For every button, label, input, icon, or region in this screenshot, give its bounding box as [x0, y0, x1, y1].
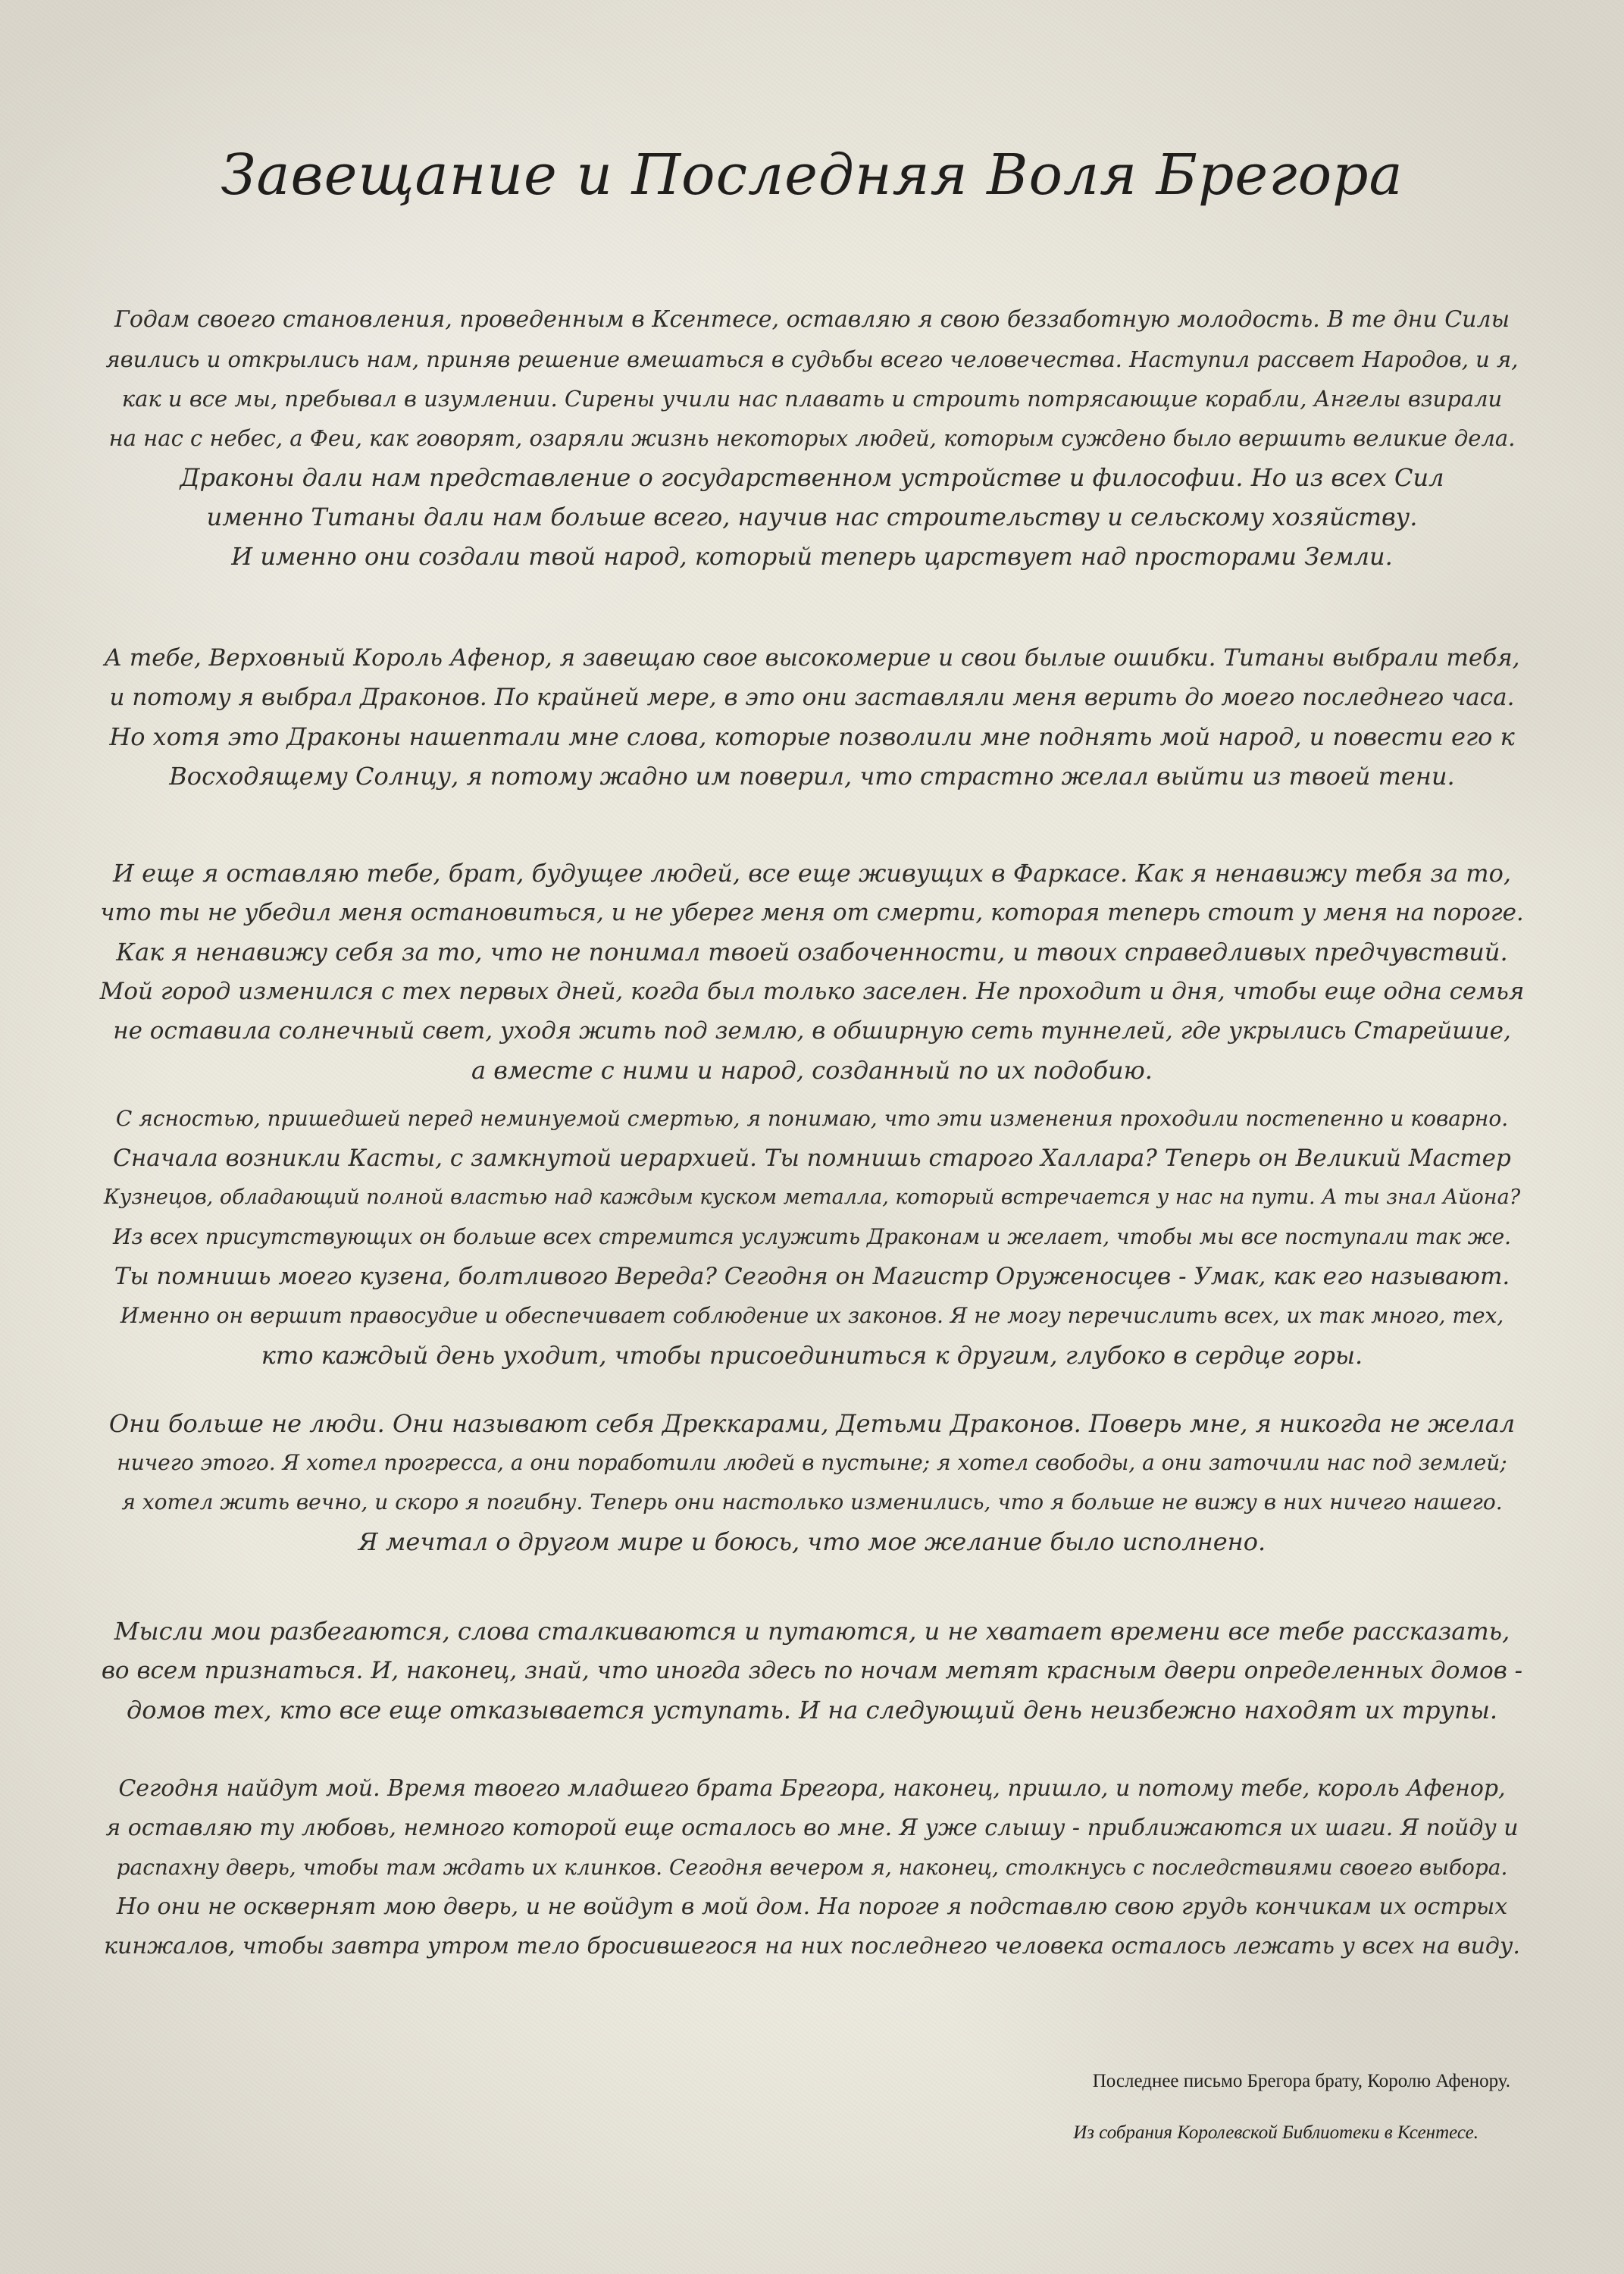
text-line: домов тех, кто все еще отказывается уступать. И на следующий день неизбежно находят их трупы. — [126, 1696, 1498, 1724]
text-line: Из всех присутствующих он больше всех стремится услужить Драконам и желает, чтобы мы все поступали так же. — [112, 1224, 1512, 1249]
text-line: Кузнецов, обладающий полной властью над каждым куском металла, который встречается у нас на пути. А ты знал Айона? — [103, 1186, 1521, 1209]
text-line: на нас с небес, а Феи, как говорят, озаряли жизнь некоторых людей, которым суждено было вершить великие дела. — [108, 425, 1516, 451]
text-line: С ясностью, пришедшей перед неминуемой смертью, я понимаю, что эти изменения проходили постепенно и коварно. — [115, 1106, 1509, 1131]
text-line: кто каждый день уходит, чтобы присоединиться к другим, глубоко в сердце горы. — [261, 1341, 1363, 1370]
paragraph-5 — [99, 1404, 1525, 1561]
text-line: Сначала возникли Касты, с замкнутой иерархией. Ты помнишь старого Халлара? Теперь он Великий Мастер — [113, 1145, 1511, 1172]
paragraph-4 — [99, 1099, 1525, 1375]
text-line: а вместе с ними и народ, созданный по их подобию. — [471, 1056, 1153, 1085]
text-line: И именно они создали твой народ, который теперь царствует над просторами Земли. — [231, 542, 1393, 571]
text-line: ничего этого. Я хотел прогресса, а они поработили людей в пустыне; я хотел свободы, а они заточили нас под землей; — [117, 1450, 1507, 1475]
text-line: Сегодня найдут мой. Время твоего младшего брата Брегора, наконец, пришло, и потому тебе, король Афенор, — [118, 1775, 1506, 1802]
paragraph-7 — [99, 1769, 1525, 1966]
text-line: Как я ненавижу себя за то, что не понимал твоей озабоченности, и твоих справедливых предчувствий. — [116, 938, 1508, 966]
paragraph-2 — [99, 638, 1525, 796]
text-line: кинжалов, чтобы завтра утром тело бросившегося на них последнего человека осталось лежать у всех на виду. — [104, 1933, 1520, 1959]
paragraph-3 — [99, 854, 1525, 1090]
text-line: явились и открылись нам, приняв решение вмешаться в судьбы всего человечества. Наступил рассвет Народов, и я, — [105, 346, 1519, 372]
text-line: не оставила солнечный свет, уходя жить под землю, в обширную сеть туннелей, где укрылись Старейшие, — [113, 1017, 1511, 1045]
document-title: Завещание и Последняя Воля Брегора — [221, 143, 1403, 208]
text-line: я хотел жить вечно, и скоро я погибну. Теперь они настолько изменились, что я больше не вижу в них ничего нашего. — [121, 1489, 1503, 1514]
text-line: Мой город изменился с тех первых дней, когда был только заселен. Не проходит и дня, чтобы еще одна семья — [99, 978, 1525, 1005]
text-line: Драконы дали нам представление о государственном устройстве и философии. Но из всех Сил — [180, 463, 1444, 492]
text-line: что ты не убедил меня остановиться, и не уберег меня от смерти, которая теперь стоит у меня на пороге. — [100, 899, 1524, 926]
paragraph-1 — [99, 300, 1525, 576]
paragraph-6 — [99, 1612, 1525, 1730]
text-line: Я мечтал о другом мире и боюсь, что мое желание было исполнено. — [358, 1527, 1266, 1556]
text-line: И еще я оставляю тебе, брат, будущее людей, все еще живущих в Фаркасе. Как я ненавижу тебя за то, — [113, 859, 1511, 888]
text-line: я оставляю ту любовь, немного которой еще осталось во мне. Я уже слышу - приближаются их шаги. Я пойду и — [105, 1815, 1519, 1841]
text-line: во всем признаться. И, наконец, знай, что иногда здесь по ночам метят красным двери определенных домов - — [101, 1657, 1523, 1684]
text-line: А тебе, Верховный Король Афенор, я завещаю свое высокомерие и свои былые ошибки. Титаны выбрали тебя, — [104, 644, 1520, 672]
signature-caption: Последнее письмо Брегора брату, Королю Афенору. — [1092, 2071, 1510, 2091]
text-line: Мысли мои разбегаются, слова сталкиваются и путаются, и не хватает времени все тебе рассказать, — [114, 1617, 1510, 1646]
text-line: Но хотя это Драконы нашептали мне слова, которые позволили мне поднять мой народ, и повести его к — [109, 722, 1515, 751]
text-line: Годам своего становления, проведенным в Ксентесе, оставляю я свою беззаботную молодость. В те дни Силы — [114, 306, 1510, 333]
text-line: как и все мы, пребывал в изумлении. Сирены учили нас плавать и строить потрясающие корабли, Ангелы взирали — [121, 386, 1503, 412]
source-caption: Из собрания Королевской Библиотеки в Ксентесе. — [1073, 2122, 1478, 2143]
text-line: Ты помнишь моего кузена, болтливого Вереда? Сегодня он Магистр Оруженосцев - Умак, как его называют. — [114, 1263, 1510, 1290]
text-line: Восходящему Солнцу, я потому жадно им поверил, что страстно желал выйти из твоей тени. — [169, 762, 1455, 791]
text-line: Но они не осквернят мою дверь, и не войдут в мой дом. На пороге я подставлю свою грудь кончикам их острых — [116, 1893, 1508, 1920]
text-line: и потому я выбрал Драконов. По крайней мере, в это они заставляли меня верить до моего последнего часа. — [109, 684, 1515, 711]
text-line: Они больше не люди. Они называют себя Дреккарами, Детьми Драконов. Поверь мне, я никогда не желал — [108, 1409, 1516, 1438]
text-line: именно Титаны дали нам больше всего, научив нас строительству и сельскому хозяйству. — [206, 503, 1418, 531]
text-line: Именно он вершит правосудие и обеспечивает соблюдение их законов. Я не могу перечислить всех, их так много, тех, — [120, 1303, 1504, 1328]
text-line: распахну дверь, чтобы там ждать их клинков. Сегодня вечером я, наконец, столкнусь с последствиями своего выбора. — [116, 1855, 1508, 1880]
